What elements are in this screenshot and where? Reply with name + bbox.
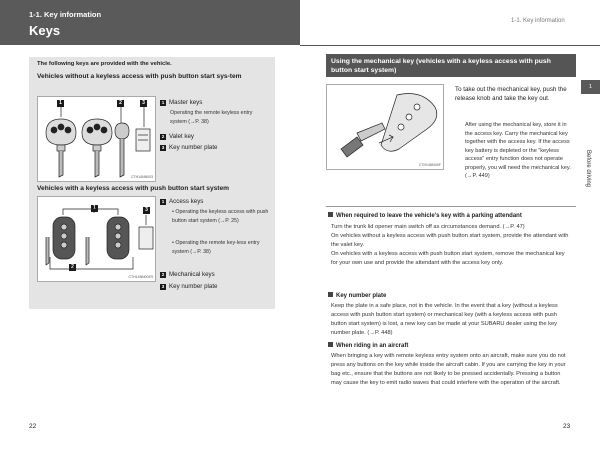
- figure-code: CTH14NN001R: [128, 275, 153, 279]
- subsection-key-plate-title: Key number plate: [328, 292, 386, 299]
- chapter-label: Before driving: [585, 150, 591, 188]
- figure-code: CTH14NN00F: [418, 163, 441, 167]
- page-title: Keys: [29, 23, 61, 38]
- mechanical-key-illustration: [327, 85, 445, 171]
- section-label: 1-1. Key information: [29, 10, 102, 19]
- intro-text: The following keys are provided with the vehicle.: [37, 61, 172, 67]
- access-keys-illustration: [38, 197, 157, 283]
- subsection-key-plate-text: Keep the plate in a safe place, not in the vehicle. In the event that a key (without a keyless access with push button start system) or mechanical key (with a keyless access with push button start system) is lost, a new key can be made at your SUBARU dealer using the key number plate. (→P. 448): [331, 303, 558, 336]
- section-separator: [326, 206, 576, 207]
- callout-3: 3: [140, 100, 147, 107]
- mechanical-key-note: After using the mechanical key, store it in the access key. Carry the mechanical key together with the access key. If the access key battery is depleted or the “keyless access” entry function does not operate properly, you will need the mechanical key. (→P. 449): [465, 122, 571, 179]
- figure-code: CTH14NN003: [131, 175, 153, 179]
- list2-bullet-1: • Operating the keyless access with push button start system (→P. 25): [172, 209, 269, 224]
- right-header-label: 1-1. Key information: [511, 18, 565, 24]
- callout-1: 1: [91, 205, 98, 212]
- callout-3: 3: [143, 207, 150, 214]
- subsection-aircraft-title: When riding in an aircraft: [328, 342, 408, 349]
- list1-item-3: 3 Key number plate: [161, 144, 218, 151]
- list1-item-1-note: Operating the remote keyless entry system (→P. 38): [170, 110, 253, 125]
- mechanical-key-figure: [326, 84, 444, 170]
- chapter-tab: 1: [581, 80, 600, 94]
- header-rule: [300, 45, 600, 46]
- callout-2: 2: [69, 264, 76, 271]
- list2-item-1: 1 Access keys: [161, 198, 204, 205]
- master-keys-illustration: [38, 97, 157, 183]
- subheading-with-keyless: Vehicles with a keyless access with push button start system: [37, 185, 230, 192]
- subsection-aircraft-text: When bringing a key with remote keyless entry system onto an aircraft, make sure you do not press any buttons on the key while inside the aircraft cabin. If you are carrying the key in your bag etc., ensure that the buttons are not likely to be pressed accidentally. Pressing a button may cause the key to emit radio waves that could interfere with the operation of the aircraft.: [331, 353, 566, 386]
- callout-1: 1: [57, 100, 64, 107]
- left-page-number: 22: [29, 423, 37, 430]
- subsection-parking-text: Turn the trunk lid opener main switch off as circumstances demand. (→P. 47) On vehicles without a keyless access with push button start system, provide the attendant with the valet key. On vehicles with a keyless access with push button start system, remove the mechanical key for your own use and provide the attendant with the access key only.: [331, 224, 569, 266]
- list2-item-2: 2 Mechanical keys: [161, 271, 215, 278]
- subheading-without-keyless: Vehicles without a keyless access with push button start sys-tem: [37, 73, 242, 80]
- list2-bullet-2: • Operating the remote key-less entry system (→P. 38): [172, 240, 260, 255]
- mechanical-key-text: To take out the mechanical key, push the release knob and take the key out.: [455, 86, 567, 102]
- callout-2: 2: [117, 100, 124, 107]
- subsection-parking-title: When required to leave the vehicle’s key with a parking attendant: [328, 212, 522, 219]
- list2-item-3: 3 Key number plate: [161, 283, 218, 290]
- list1-item-1: 1 Master keys: [161, 99, 203, 106]
- master-keys-figure: [37, 96, 156, 182]
- list1-item-2: 2 Valet key: [161, 133, 194, 140]
- mechanical-key-heading: Using the mechanical key (vehicles with a keyless access with push button start system): [326, 54, 576, 77]
- access-keys-figure: [37, 196, 156, 282]
- right-page-number: 23: [563, 423, 571, 430]
